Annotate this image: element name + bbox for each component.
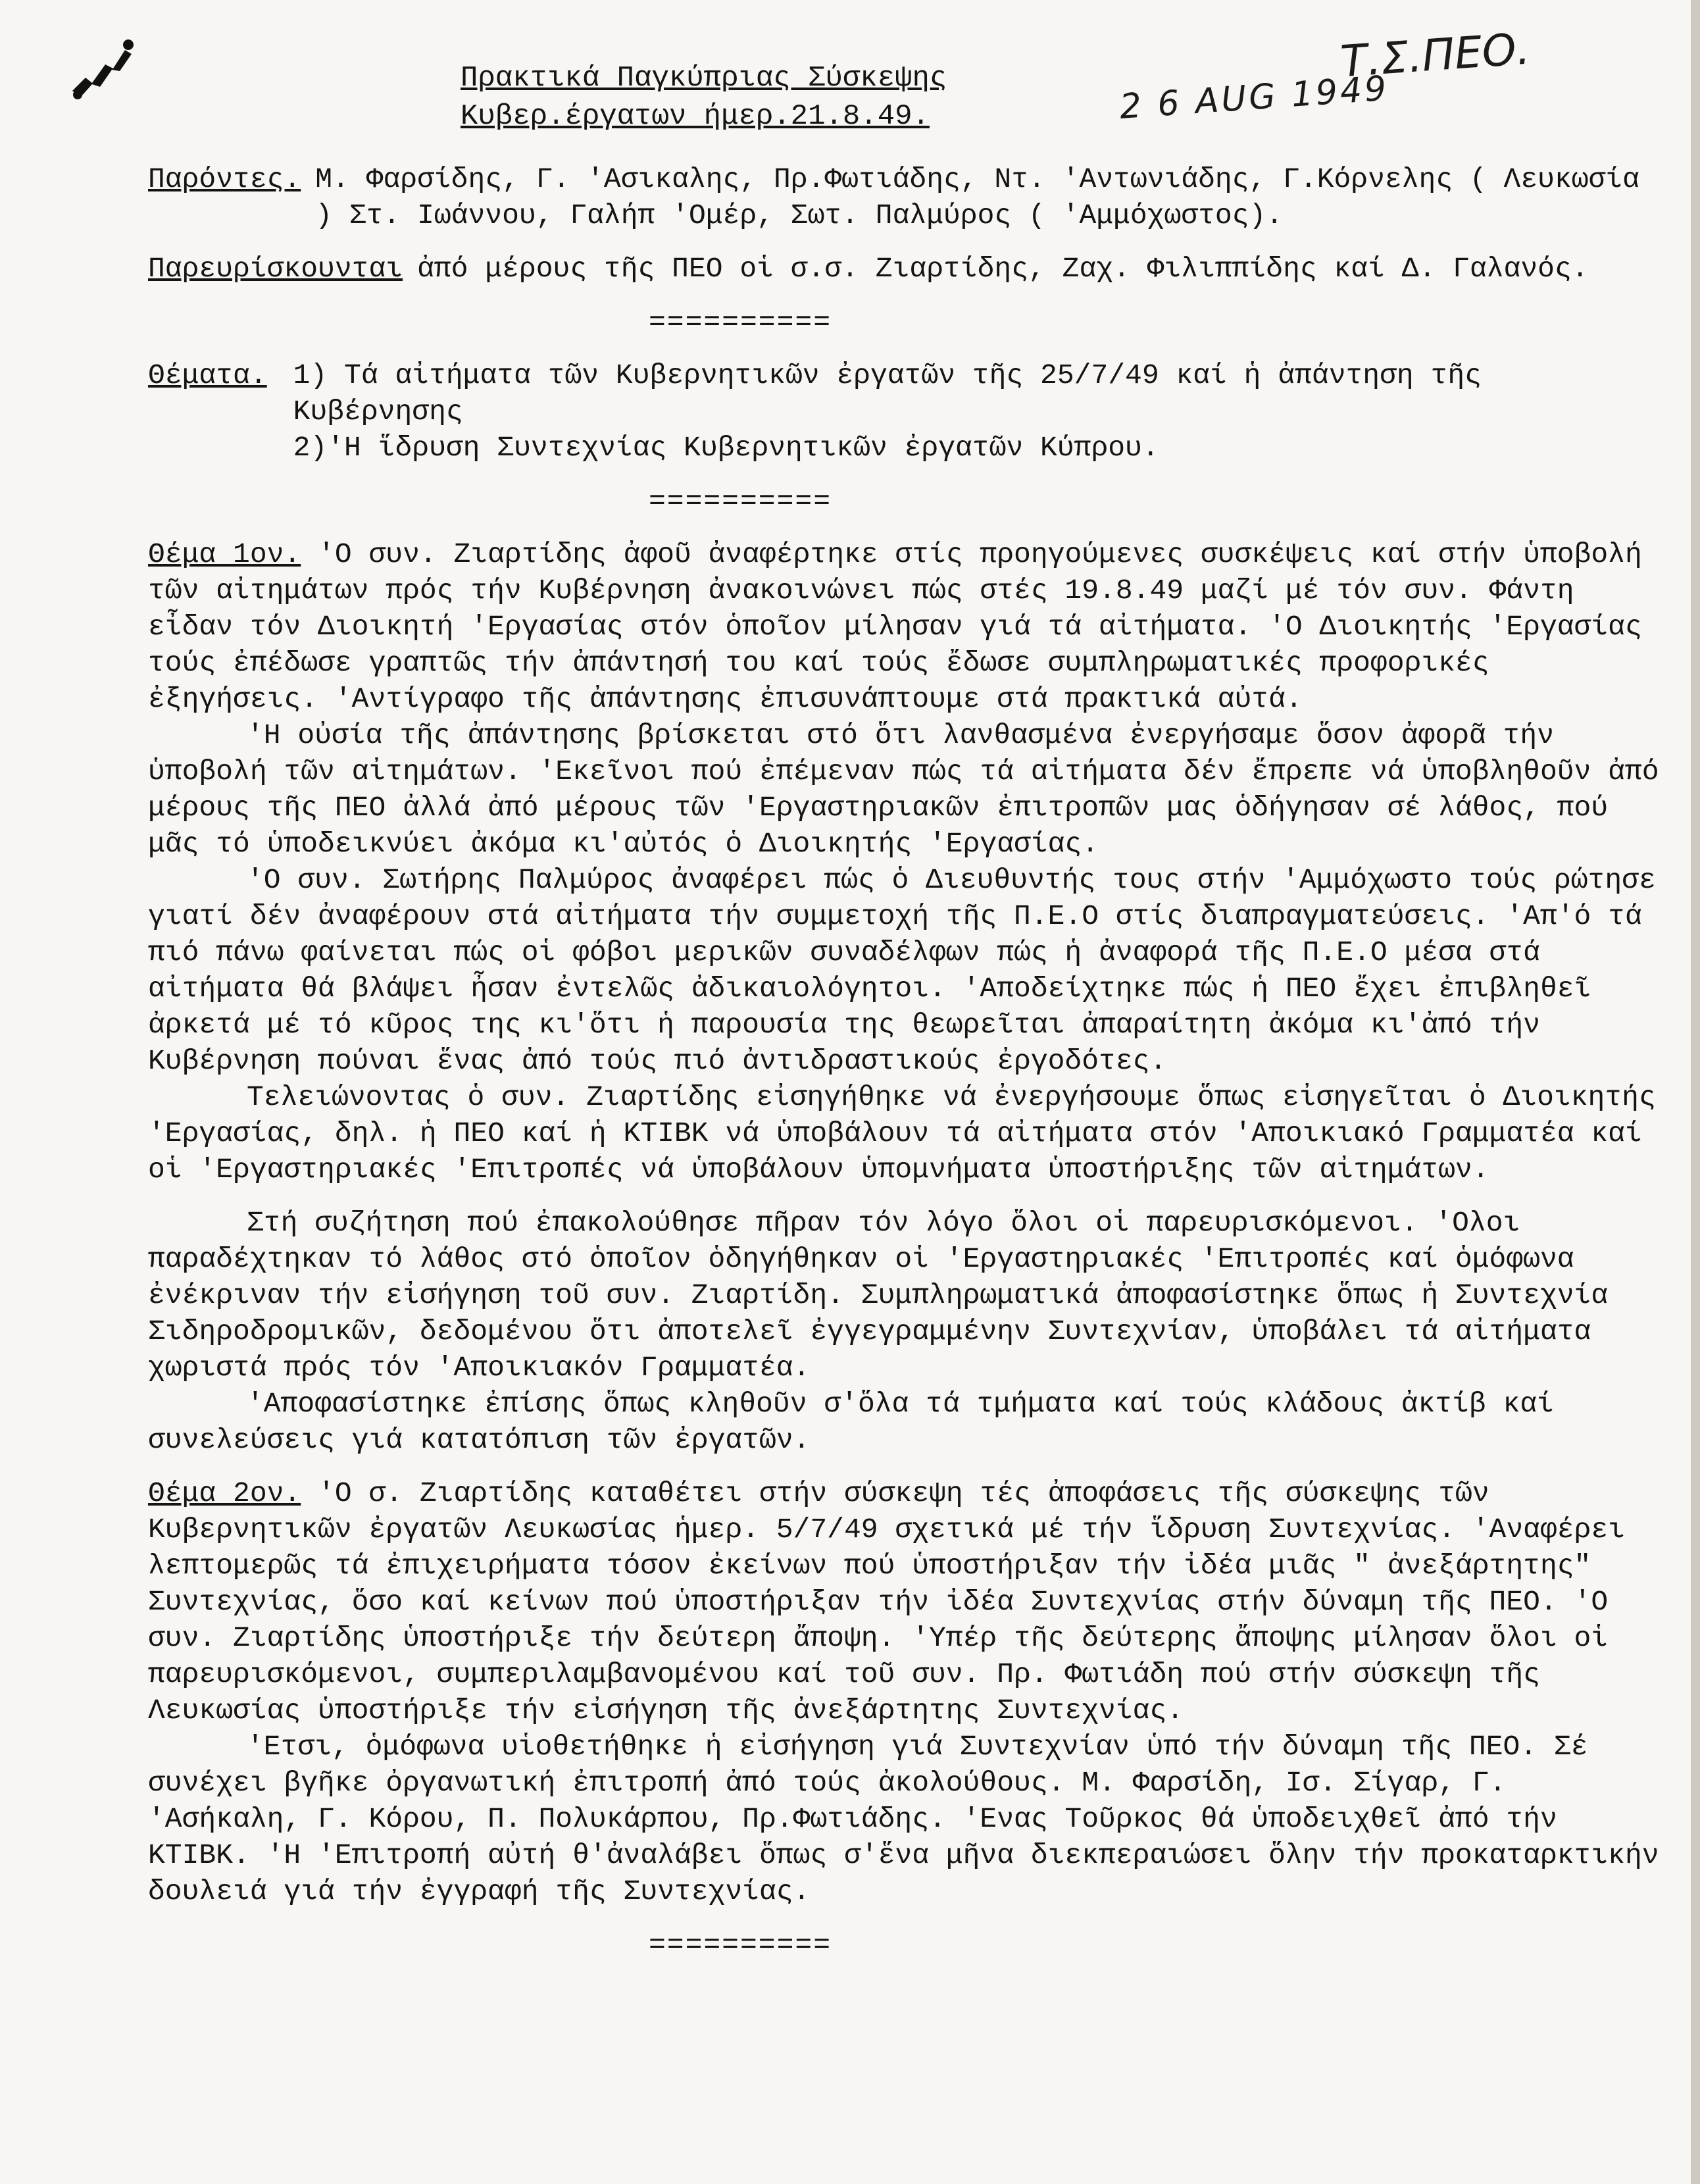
topic-1-p5: Στή συζήτηση πού ἐπακολούθησε πῆραν τόν λόγο ὅλοι οἱ παρευρισκόμενοι. 'Ολοι παραδέχτηκαν τό λάθος στό ὁποῖον ὁδηγήθηκαν οἱ 'Εργαστηριακές 'Επιτροπές καί ὁμόφωνα ἐνέκριναν τήν εἰσήγηση τοῦ συν. Ζιαρτίδη. Συμπληρωματικά ἀποφασίστηκε ὅπως ἡ Συντεχνία Σιδηροδρομικῶν, δεδομένου ὅτι ἀποτελεῖ ἐγγεγραμμένην Συντεχνίαν, ὑποβάλει τά αἰτήματα χωριστά πρός τόν 'Αποικιακόν Γραμματέα. [148,1207,1609,1384]
topic-1-p6: 'Αποφασίστηκε ἐπίσης ὅπως κληθοῦν σ'ὅλα τά τμήματα καί τούς κλάδους ἀκτίβ καί συνελεύσεις γιά κατατόπιση τῶν ἐργατῶν. [148,1388,1554,1456]
topics-label: Θέματα. [148,359,267,392]
topic-2-section [148,1475,1661,1910]
topic-2-paragraph [148,1475,1661,1729]
attending-text: ἀπό μέρους τῆς ΠΕΟ οἱ σ.σ. Ζιαρτίδης, Ζαχ. Φιλιππίδης καί Δ. Γαλανός. [417,253,1589,285]
topic-item-1: 1) Τά αἰτήματα τῶν Κυβερνητικῶν ἐργατῶν τῆς 25/7/49 καί ἡ ἀπάντηση τῆς Κυβέρνησης [293,359,1482,428]
scan-edge [1691,0,1700,2184]
topic-1-p1: 'Ο συν. Ζιαρτίδης ἀφοῦ ἀναφέρτηκε στίς προηγούμενες συσκέψεις καί στήν ὑποβολή τῶν αἰτημάτων πρός τήν Κυβέρνηση ἀνακοινώνει πώς στές 19.8.49 μαζί μέ τόν συν. Φάντη εἶδαν τόν Διοικητή 'Εργασίας στόν ὁποῖον μίλησαν γιά τά αἰτήματα. 'Ο Διοικητής 'Εργασίας τούς ἐπέδωσε γραπτῶς τήν ἀπάντησή του καί τούς ἔδωσε συμπληρωματικές προφορικές ἐξηγήσεις. 'Αντίγραφο τῆς ἀπάντησης ἐπισυνάπτουμε στά πρακτικά αὐτά. [148,538,1642,715]
header-title: Πρακτικά Παγκύπριας Σύσκεψης [461,62,947,95]
stamp-reference: Τ.Σ.ΠΕΟ. [1339,23,1532,88]
separator-line: ========== [648,306,832,338]
separator-line: ========== [648,485,832,517]
minutes-body [148,161,1661,1980]
received-stamp [1116,15,1595,147]
topic-1-p3: 'Ο συν. Σωτήρης Παλμύρος ἀναφέρει πώς ὁ Διευθυντής τους στήν 'Αμμόχωστο τούς ρώτησε γιατί δέν ἀναφέρουν στά αἰτήματα τήν συμμετοχή τῆς Π.Ε.Ο στίς διαπραγματεύσεις. 'Απ'ό τά πιό πάνω φαίνεται πώς οἱ φόβοι μερικῶν συναδέλφων πώς ἡ ἀναφορά τῆς Π.Ε.Ο μέσα στά αἰτήματα θά βλάψει ἦσαν ἐντελῶς ἀδικαιολόγητοι. 'Αποδείχτηκε πώς ἡ ΠΕΟ ἔχει ἐπιβληθεῖ ἀρκετά μέ τό κῦρος της κι'ὅτι ἡ παρουσία της θεωρεῖται ἀπαραίτητη ἀκόμα κι'ἀπό τήν Κυβέρνηση πούναι ἕνας ἀπό τούς πιό ἀντιδραστικούς ἐργοδότες. [148,864,1656,1077]
attending-label: Παρευρίσκουνται [148,253,403,285]
present-text: Μ. Φαρσίδης, Γ. 'Ασικαλης, Πρ.Φωτιάδης, Ντ. 'Αντωνιάδης, Γ.Κόρνελης ( Λευκωσία ) Στ. Ιωάννου, Γαλήπ 'Ομέρ, Σωτ. Παλμύρος ( 'Αμμόχωστος). [315,163,1639,232]
topic-2-label: Θέμα 2ον. [148,1477,301,1510]
stamp-date: 2 6 AUG 1949 [1118,68,1391,128]
topics-list [293,357,1661,466]
ink-blot-mark [66,32,138,104]
topic-1-label: Θέμα 1ον. [148,538,301,571]
topic-1-p4: Τελειώνοντας ὁ συν. Ζιαρτίδης εἰσηγήθηκε νά ἐνεργήσουμε ὅπως εἰσηγεῖται ὁ Διοικητής 'Εργασίας, δηλ. ἡ ΠΕΟ καί ἡ ΚΤΙΒΚ νά ὑποβάλουν τά αἰτήματα στόν 'Αποικιακό Γραμματέα καί οἱ 'Εργαστηριακές 'Επιτροπές νά ὑποβάλουν ὑπομνήματα ὑποστήριξης τῶν αἰτημάτων. [148,1081,1656,1186]
topic-1-p2: 'Η οὐσία τῆς ἀπάντησης βρίσκεται στό ὅτι λανθασμένα ἐνεργήσαμε ὅσον ἀφορᾶ τήν ὑποβολή τῶν αἰτημάτων. 'Εκεῖνοι πού ἐπέμεναν πώς τά αἰτήματα δέν ἔπρεπε νά ὑποβληθοῦν ἀπό μέρους τῆς ΠΕΟ ἀλλά ἀπό μέρους τῶν 'Εργαστηριακῶν ἐπιτροπῶν μας ὁδήγησαν σέ λάθος, πού μᾶς τό ὑποδεικνύει ἀκόμα κι'αὐτός ὁ Διοικητής 'Εργασίας. [148,719,1659,860]
header-subtitle: Κυβερ.έργατων ήμερ.21.8.49. [461,100,930,133]
topics-section [148,357,1661,466]
topic-2-p1: 'Ο σ. Ζιαρτίδης καταθέτει στήν σύσκεψη τές ἀποφάσεις τῆς σύσκεψης τῶν Κυβερνητικῶν ἐργατῶν Λευκωσίας ἡμερ. 5/7/49 σχετικά μέ τήν ἵδρυση Συντεχνίας. 'Αναφέρει λεπτομερῶς τά ἐπιχειρήματα τόσον ἐκείνων πού ὑποστήριξαν τήν ἰδέα μιᾶς " ἀνεξάρτητης" Συντεχνίας, ὅσο καί κείνων πού ὑποστήριξαν τήν ἰδέα Συντεχνίας στήν δύναμη τῆς ΠΕΟ. 'Ο συν. Ζιαρτίδης ὑποστήριξε τήν δεύτερη ἄποψη. 'Υπέρ τῆς δεύτερης ἄποψης μίλησαν ὅλοι οἱ παρευρισκόμενοι, συμπεριλαμβανομένου καί τοῦ συν. Πρ. Φωτιάδη πού στήν σύσκεψη τῆς Λευκωσίας ὑποστήριξε τήν εἰσήγηση τῆς ἀνεξάρτητης Συντεχνίας. [148,1477,1625,1727]
attending-section [148,251,1661,287]
topic-2-p2: 'Ετσι, ὁμόφωνα υἱοθετήθηκε ἡ εἰσήγηση γιά Συντεχνίαν ὑπό τήν δύναμη τῆς ΠΕΟ. Σέ συνέχει βγῆκε ὀργανωτική ἐπιτροπή ἀπό τούς ἀκολούθους. Μ. Φαρσίδη, Ισ. Σίγαρ, Γ. 'Ασήκαλη, Γ. Κόρου, Π. Πολυκάρπου, Πρ.Φωτιάδης. 'Ενας Τοῦρκος θά ὑποδειχθεῖ ἀπό τήν ΚΤΙΒΚ. 'Η 'Επιτροπή αὐτή θ'ἀναλάβει ὅπως σ'ἕνα μῆνα διεκπεραιώσει ὅλην τήν προκαταρκτικήν δουλειά γιά τήν ἐγγραφή τῆς Συντεχνίας. [148,1731,1659,1908]
topic-1-paragraph [148,536,1661,717]
present-section [148,161,1661,234]
document-header [461,59,1118,136]
present-label: Παρόντες. [148,163,301,195]
topic-1-section [148,536,1661,1458]
topic-item-2: 2)'Η ἵδρυση Συντεχνίας Κυβερνητικῶν ἐργατῶν Κύπρου. [293,432,1159,464]
closing-separator: ========== [648,1929,832,1961]
